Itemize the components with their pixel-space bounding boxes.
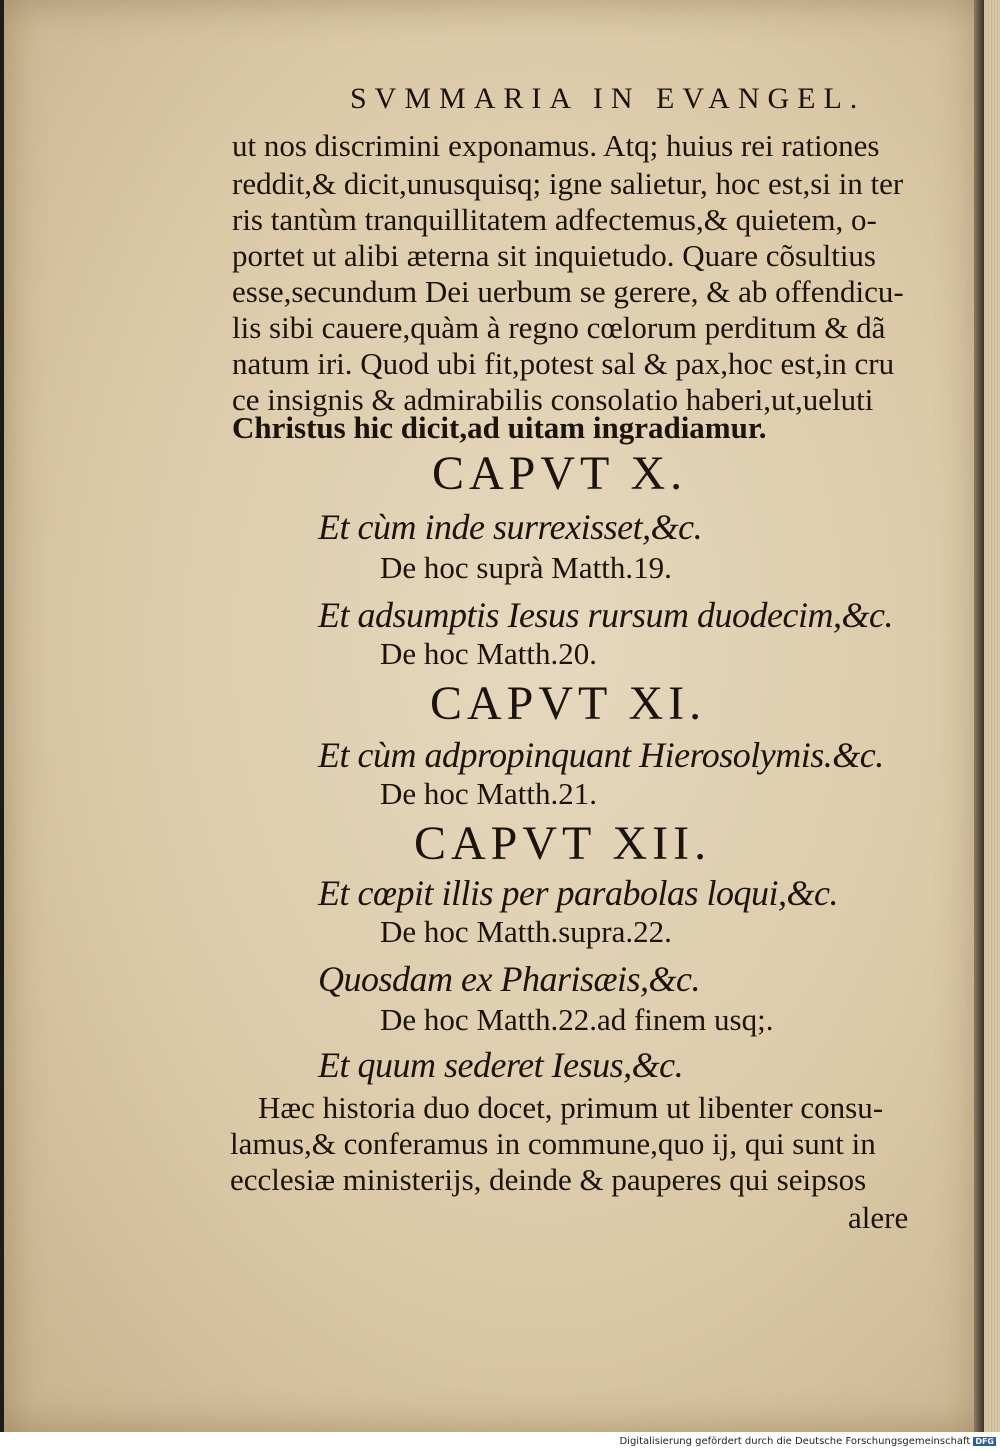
cross-reference: De hoc Matth.22.ad finem usq;. [380, 1002, 774, 1037]
page-gutter [974, 0, 984, 1432]
dfg-logo: DFG [975, 1437, 994, 1446]
incipit: Et quum sederet Iesus,&c. [318, 1045, 684, 1085]
incipit: Et cùm adpropinquant Hierosolymis.&c. [318, 735, 884, 775]
credit-text: Digitalisierung gefördert durch die Deutsche Forschungsgemeinschaft [619, 1436, 971, 1447]
page-fore-edge [984, 0, 1000, 1432]
digitization-credit [619, 1436, 996, 1447]
running-head: SVMMARIA IN EVANGEL. [350, 82, 866, 115]
text-line: esse,secundum Dei uerbum se gerere, & ab offendicu- [232, 274, 904, 309]
cross-reference: De hoc Matth.20. [380, 636, 597, 671]
text-line: ce insignis & admirabilis consolatio haberi,ut,ueluti [232, 382, 874, 417]
text-line: ecclesiæ ministerijs, deinde & pauperes qui seipsos [230, 1162, 867, 1197]
chapter-heading: CAPVT XI. [430, 677, 707, 730]
incipit: Et cùm inde surrexisset,&c. [318, 507, 703, 547]
text-line: lis sibi cauere,quàm à regno cœlorum perditum & dã [232, 310, 886, 345]
cross-reference: De hoc suprà Matth.19. [380, 550, 672, 585]
text-line: lamus,& conferamus in commune,quo ij, qui sunt in [230, 1126, 876, 1161]
catchword: alere [848, 1200, 909, 1235]
text-line: ut nos discrimini exponamus. Atq; huius rei rationes [232, 128, 880, 163]
incipit: Et adsumptis Iesus rursum duodecim,&c. [318, 595, 893, 635]
text-line: portet ut alibi æterna sit inquietudo. Quare cõsultius [232, 238, 876, 273]
chapter-heading: CAPVT XII. [414, 817, 712, 870]
cross-reference: De hoc Matth.21. [380, 776, 597, 811]
chapter-heading: CAPVT X. [432, 447, 688, 500]
text-line: Christus hic dicit,ad uitam ingradiamur. [232, 410, 767, 445]
text-line: reddit,& dicit,unusquisq; igne salietur, hoc est,si in ter [232, 166, 904, 201]
text-line: natum iri. Quod ubi fit,potest sal & pax,hoc est,in cru [232, 346, 895, 381]
incipit: Quosdam ex Pharisæis,&c. [318, 959, 700, 999]
cross-reference: De hoc Matth.supra.22. [380, 914, 672, 949]
text-line: Hæc historia duo docet, primum ut libenter consu- [258, 1090, 884, 1125]
text-line: ris tantùm tranquillitatem adfectemus,& quietem, o- [232, 202, 877, 237]
incipit: Et cœpit illis per parabolas loqui,&c. [318, 873, 838, 913]
